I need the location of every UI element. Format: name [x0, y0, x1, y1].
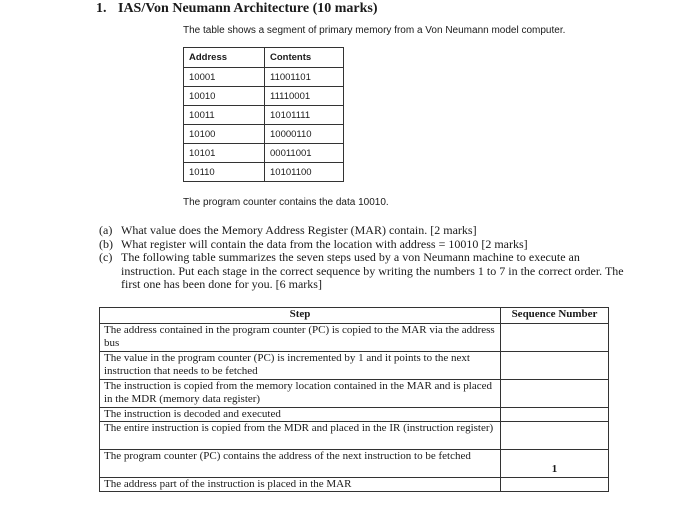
step-cell: The entire instruction is copied from the MDR and placed in the IR (instruction register) [100, 422, 501, 450]
contents-cell: 10101111 [265, 106, 344, 125]
question-label: (b) [99, 236, 113, 251]
table-row [184, 144, 344, 163]
address-cell: 10110 [184, 163, 265, 182]
question-item-c [99, 251, 624, 292]
question-text: What value does the Memory Address Register (MAR) contain. [2 marks] [121, 223, 477, 237]
question-text: What register will contain the data from the location with address = 10010 [2 marks] [121, 236, 528, 251]
address-cell: 10101 [184, 144, 265, 163]
contents-cell: 11001101 [265, 68, 344, 87]
contents-cell: 00011001 [265, 144, 344, 163]
question-text: The following table summarizes the seven steps used by a von Neumann machine to execute an instruction. Put each stage in the correct sequence by writing the numbers 1 to 7 in the correct order. The first one has been done for you. [6 marks] [121, 250, 624, 291]
address-cell: 10001 [184, 68, 265, 87]
program-counter-note: The program counter contains the data 10010. [183, 197, 389, 208]
contents-cell: 11110001 [265, 87, 344, 106]
address-cell: 10100 [184, 125, 265, 144]
question-list [99, 224, 624, 292]
step-cell: The address contained in the program counter (PC) is copied to the MAR via the address bus [100, 324, 501, 352]
address-cell: 10010 [184, 87, 265, 106]
step-cell: The instruction is copied from the memory location contained in the MAR and is placed in the MDR (memory data register) [100, 380, 501, 408]
intro-text: The table shows a segment of primary memory from a Von Neumann model computer. [183, 25, 566, 36]
table-row [184, 106, 344, 125]
table-row [100, 408, 609, 422]
contents-cell: 10000110 [265, 125, 344, 144]
step-cell: The instruction is decoded and executed [100, 408, 501, 422]
table-row [100, 450, 609, 478]
contents-header: Contents [265, 48, 344, 68]
step-cell: The program counter (PC) contains the address of the next instruction to be fetched [100, 450, 501, 478]
question-label: (c) [99, 250, 113, 264]
table-row [100, 324, 609, 352]
question-label: (a) [99, 223, 113, 237]
table-row [100, 352, 609, 380]
address-header: Address [184, 48, 265, 68]
step-cell: The address part of the instruction is placed in the MAR [100, 478, 501, 492]
contents-cell: 10101100 [265, 163, 344, 182]
sequence-number-cell[interactable] [501, 478, 609, 492]
table-row [184, 125, 344, 144]
question-number: 1. [96, 1, 107, 16]
step-cell: The value in the program counter (PC) is incremented by 1 and it points to the next instruction that needs to be fetched [100, 352, 501, 380]
question-heading [96, 1, 378, 17]
memory-table [183, 47, 344, 182]
sequence-number-cell[interactable] [501, 352, 609, 380]
sequence-number-cell[interactable] [501, 380, 609, 408]
sequence-number-cell[interactable] [501, 324, 609, 352]
table-row [184, 68, 344, 87]
sequence-number-header: Sequence Number [501, 308, 609, 324]
question-title: IAS/Von Neumann Architecture (10 marks) [118, 1, 378, 16]
table-row [100, 478, 609, 492]
question-item-b [99, 238, 624, 252]
memory-table-header-row [184, 48, 344, 68]
table-row [100, 422, 609, 450]
address-cell: 10011 [184, 106, 265, 125]
table-row [184, 163, 344, 182]
steps-table [99, 307, 609, 492]
sequence-number-cell[interactable]: 1 [501, 450, 609, 478]
table-row [184, 87, 344, 106]
sequence-number-cell[interactable] [501, 408, 609, 422]
steps-table-header-row [100, 308, 609, 324]
step-header: Step [100, 308, 501, 324]
table-row [100, 380, 609, 408]
sequence-number-cell[interactable] [501, 422, 609, 450]
question-item-a [99, 224, 624, 238]
